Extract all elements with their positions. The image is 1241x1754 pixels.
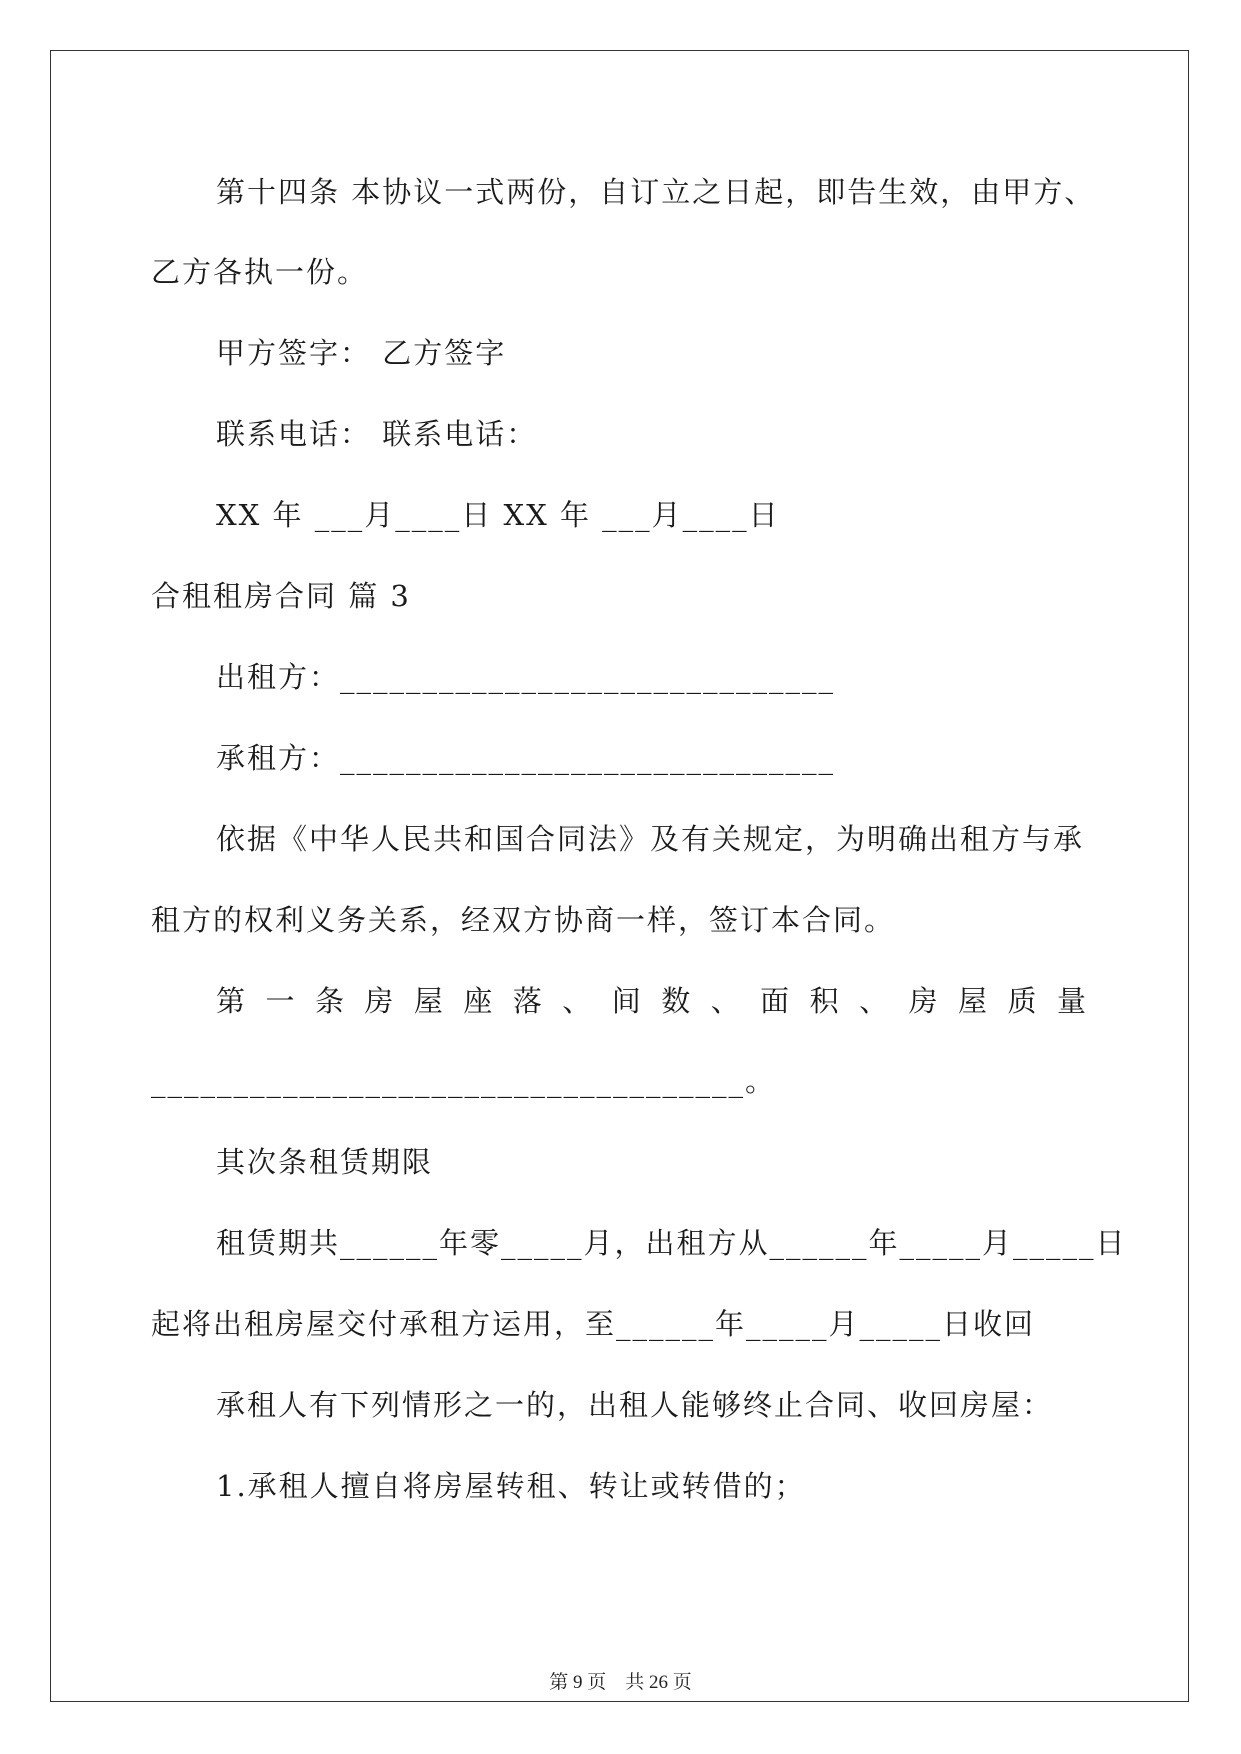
article-1-char: 第 bbox=[216, 984, 246, 1018]
lease-term-line-1: 租赁期共______年零_____月，出租方从______年_____月_____日 bbox=[216, 1226, 1127, 1260]
termination-line: 承租人有下列情形之一的，出租人能够终止合同、收回房屋： bbox=[216, 1388, 1054, 1422]
article-1-char: 屋 bbox=[958, 984, 988, 1018]
article-1-char: 数 bbox=[661, 984, 691, 1018]
date-line: XX 年 ___月____日 XX 年 ___月____日 bbox=[216, 498, 780, 532]
preamble-line-1: 依据《中华人民共和国合同法》及有关规定，为明确出租方与承 bbox=[216, 822, 1085, 856]
article-1-char: 量 bbox=[1056, 984, 1086, 1018]
page-border bbox=[50, 50, 1189, 1702]
article-1-char: 面 bbox=[760, 984, 790, 1018]
article-1-char: 房 bbox=[364, 984, 394, 1018]
preamble-line-2: 租方的权利义务关系，经双方协商一样，签订本合同。 bbox=[151, 903, 896, 937]
clause-14-line-2: 乙方各执一份。 bbox=[151, 255, 369, 289]
article-2-heading: 其次条租赁期限 bbox=[216, 1145, 434, 1179]
clause-14-line-1: 第十四条 本协议一式两份，自订立之日起，即告生效，由甲方、 bbox=[216, 175, 1096, 209]
lease-term-line-2: 起将出租房屋交付承租方运用，至______年_____月_____日收回 bbox=[151, 1307, 1036, 1341]
article-1-char: 座 bbox=[463, 984, 493, 1018]
article-1-char: 一 bbox=[265, 984, 295, 1018]
article-1-char: 条 bbox=[314, 984, 344, 1018]
termination-item-1: 1.承租人擅自将房屋转租、转让或转借的； bbox=[216, 1469, 806, 1503]
article-1-char: 屋 bbox=[413, 984, 443, 1018]
page-footer: 第 9 页 共 26 页 bbox=[549, 1672, 692, 1693]
lessee-line: 承租方：______________________________ bbox=[216, 741, 836, 775]
article-1-blank: ____________________________________。 bbox=[151, 1064, 777, 1098]
article-1-char: 间 bbox=[611, 984, 641, 1018]
article-1-char: 落 bbox=[512, 984, 542, 1018]
article-1-char: 、 bbox=[562, 984, 592, 1018]
lessor-line: 出租方：______________________________ bbox=[216, 660, 836, 694]
article-1-char: 、 bbox=[859, 984, 889, 1018]
article-1-line bbox=[216, 981, 1086, 1021]
phone-line: 联系电话： 联系电话： bbox=[216, 417, 538, 451]
article-1-char: 质 bbox=[1007, 984, 1037, 1018]
section-heading: 合租租房合同 篇 3 bbox=[151, 579, 411, 613]
article-1-char: 、 bbox=[710, 984, 740, 1018]
article-1-char: 积 bbox=[809, 984, 839, 1018]
article-1-char: 房 bbox=[908, 984, 938, 1018]
signature-line: 甲方签字： 乙方签字 bbox=[216, 336, 507, 370]
